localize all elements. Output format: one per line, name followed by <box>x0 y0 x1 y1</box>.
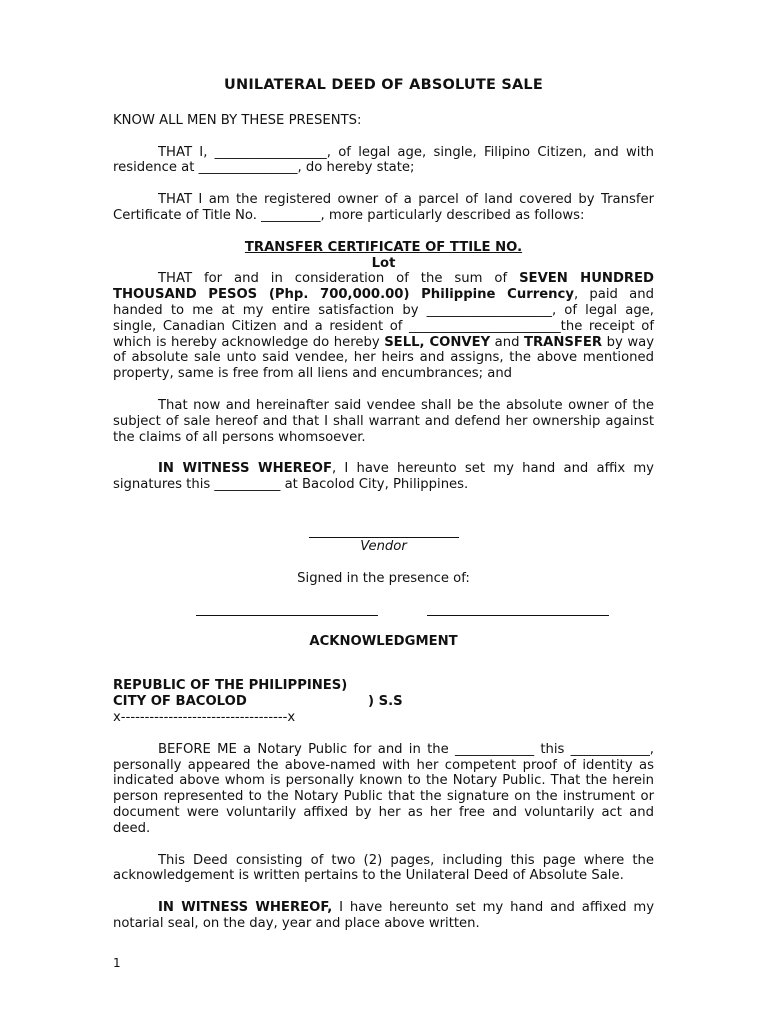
venue-republic: REPUBLIC OF THE PHILIPPINES) <box>113 678 348 694</box>
vendor-signature-block <box>113 523 654 555</box>
acknowledgment-heading: ACKNOWLEDGMENT <box>309 633 458 649</box>
consideration-text-3: and <box>490 334 525 350</box>
witness-text: , I have hereunto set my hand and affix my signatures this __________ at Bacolod City, Philippines. <box>113 461 654 493</box>
document-body <box>113 78 654 932</box>
venue-ss: ) S.S <box>368 694 403 710</box>
venue-separator: x-----------------------------------x <box>113 709 296 725</box>
lot-label: Lot <box>371 255 396 271</box>
paragraph-warranty: That now and hereinafter said vendee shall be the absolute owner of the subject of sale hereof and that I shall warrant and defend her ownership against the claims of all persons whomsoever. <box>113 397 654 445</box>
opening-line: KNOW ALL MEN BY THESE PRESENTS: <box>113 112 362 128</box>
venue-city: CITY OF BACOLOD <box>113 694 247 710</box>
witness-signature-line-1 <box>196 601 378 616</box>
paragraph-vendor-identity: THAT I, _________________, of legal age, single, Filipino Citizen, and with residence at _______________, do hereby state; <box>113 144 654 176</box>
vendor-signature-line <box>309 523 459 538</box>
signed-presence-text: Signed in the presence of: <box>297 570 470 586</box>
witness-signature-lines <box>113 601 654 616</box>
paragraph-consideration <box>113 271 654 382</box>
witness-whereof-label: IN WITNESS WHEREOF <box>158 461 333 477</box>
tct-heading: TRANSFER CERTIFICATE OF TTILE NO. <box>244 239 523 255</box>
venue-city-row <box>113 694 654 710</box>
paragraph-deed-pages: This Deed consisting of two (2) pages, including this page where the acknowledgement is written pertains to the Unilateral Deed of Absolute Sale. <box>113 852 654 884</box>
sell-convey-term: SELL, CONVEY <box>384 334 491 350</box>
paragraph-witness <box>113 461 654 493</box>
transfer-term: TRANSFER <box>524 334 603 350</box>
paragraph-notary-witness <box>113 900 654 932</box>
document-title: UNILATERAL DEED OF ABSOLUTE SALE <box>224 77 543 93</box>
page-number: 1 <box>113 956 121 970</box>
notary-witness-label: IN WITNESS WHEREOF, <box>158 900 333 916</box>
paragraph-ownership: THAT I am the registered owner of a parcel of land covered by Transfer Certificate of Title No. _________, more particularly described as follows: <box>113 192 654 223</box>
witness-signature-line-2 <box>427 601 609 616</box>
venue-block <box>113 678 654 725</box>
consideration-text-4: by way of absolute sale unto said vendee, her heirs and assigns, the above mentioned property, same is free from all liens and encumbrances; and <box>113 334 655 382</box>
consideration-amount: SEVEN HUNDRED THOUSAND PESOS (Php. 700,000.00) Philippine Currency <box>113 271 654 303</box>
vendor-label: Vendor <box>360 538 407 554</box>
paragraph-notary: BEFORE ME a Notary Public for and in the ____________ this ____________, personally appeared the above-named with her competent proof of identity as indicated above whom is personally known to the Notary Public. That the herein person represented to the Notary Public that the signature on the instrument or document were voluntarily affixed by her as her free and voluntarily act and deed. <box>113 741 654 836</box>
consideration-text-2: , paid and handed to me at my entire satisfaction by ___________________, of legal age, single, Canadian Citizen and a resident of _______________________the receipt of which is hereby acknowledge do hereby <box>113 287 654 350</box>
consideration-text-1: THAT for and in consideration of the sum of <box>158 271 520 287</box>
notary-witness-text: I have hereunto set my hand and affixed my notarial seal, on the day, year and place above written. <box>113 900 654 931</box>
